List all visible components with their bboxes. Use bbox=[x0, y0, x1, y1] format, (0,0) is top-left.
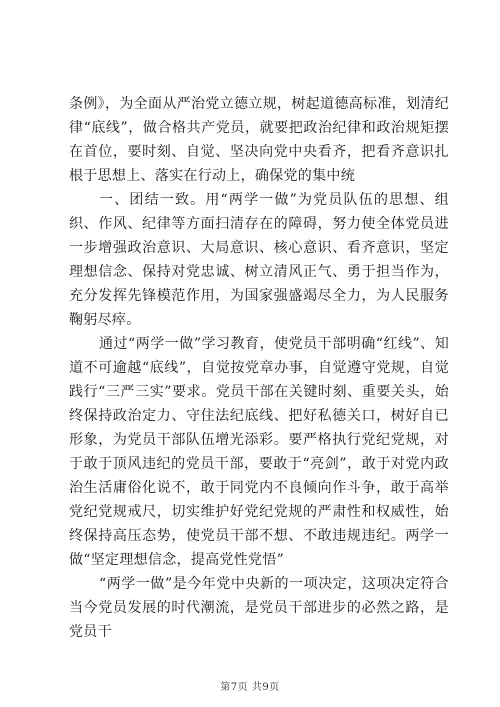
paragraph-4: “两学一做”是今年党中央新的一项决定，这项决定符合当今党员发展的时代潮流，是党员干部进步的必然之路，是党员干 bbox=[69, 576, 449, 640]
page-number-footer: 第7页 共9页 bbox=[220, 682, 280, 693]
paragraph-1: 条例》，为全面从严治党立德立规，树起道德高标准，划清纪律“底线”，做合格共产党员，就要把政治纪律和政治规矩摆在首位，要时刻、自觉、坚决向党中央看齐，把看齐意识扎根于思想上、落实在行动上，确保党的集中统 bbox=[69, 96, 449, 184]
paragraph-3: 通过“两学一做”学习教育，使党员干部明确“红线”、知道不可逾越“底线”，自觉按党章办事，自觉遵守党规，自觉践行“三严三实”要求。党员干部在关键时刻、重要关头，始终保持政治定力、守住法纪底线、把好私德关口，树好自已形象，为党员干部队伍增光添彩。要严格执行党纪党规，对于敢于顶风违纪的党员干部，要敢于“亮剑”，敢于对党内政治生活庸俗化说不，敢于同党内不良倾向作斗争，敢于高举党纪党规戒尺，切实维护好党纪党规的严肃性和权威性，始终保持高压态势，使党员干部不想、不敢违规违纪。两学一做“坚定理想信念，提高党性党悟” bbox=[69, 336, 449, 568]
paragraph-2: 一、团结一致。用“两学一做”为党员队伍的思想、组织、作风、纪律等方面扫清存在的障碍，努力使全体党员进一步增强政治意识、大局意识、核心意识、看齐意识，坚定理想信念、保持对党忠诚、树立清风正气、勇于担当作为，充分发挥先锋模范作用，为国家强盛竭尽全力，为人民服务鞠躬尽瘁。 bbox=[69, 192, 449, 328]
document-body bbox=[69, 92, 449, 644]
